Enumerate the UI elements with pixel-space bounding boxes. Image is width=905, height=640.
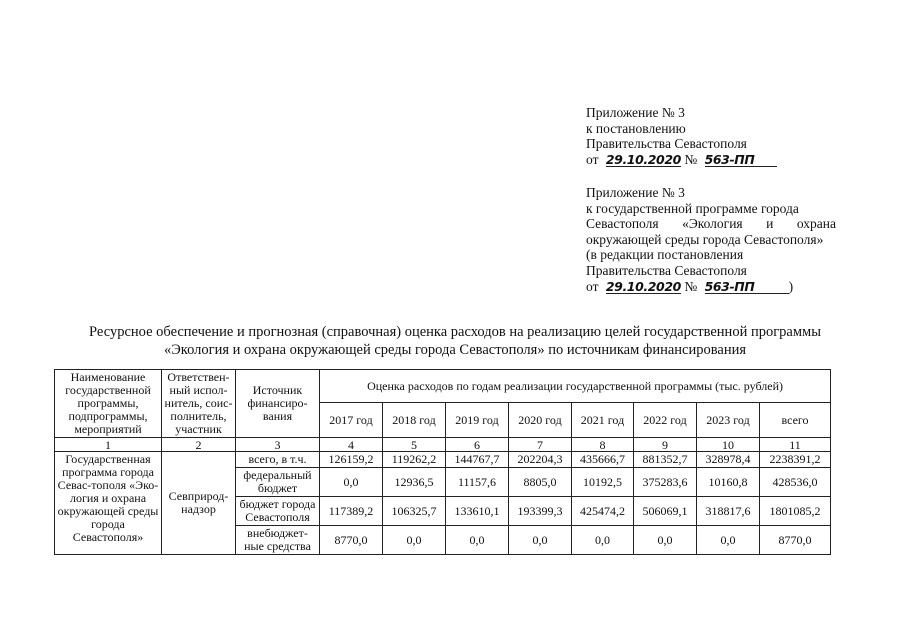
- appendix-program-title-line: [586, 216, 836, 232]
- source-cell: всего, в т.ч.: [236, 452, 320, 468]
- source-cell: федеральный бюджет: [236, 468, 320, 497]
- value-cell: 425474,2: [572, 497, 634, 526]
- value-cell: 8805,0: [509, 468, 572, 497]
- column-number: 8: [572, 438, 634, 452]
- value-cell: 0,0: [383, 526, 446, 555]
- total-cell: 1801085,2: [760, 497, 831, 526]
- number-label: №: [684, 151, 698, 167]
- number-label: №: [684, 278, 698, 294]
- budget-table: [54, 369, 831, 555]
- value-cell: 506069,1: [634, 497, 697, 526]
- header-year: 2019 год: [446, 403, 509, 438]
- column-number: 5: [383, 438, 446, 452]
- value-cell: 8770,0: [320, 526, 383, 555]
- column-number: 6: [446, 438, 509, 452]
- closing-paren: ): [788, 278, 794, 294]
- appendix-header-decree: [586, 105, 826, 167]
- header-year: 2023 год: [697, 403, 760, 438]
- handwritten-date: 29.10.2020: [605, 151, 681, 167]
- document-title: [40, 323, 870, 359]
- header-year: 2017 год: [320, 403, 383, 438]
- appendix-ref: к постановлению: [586, 120, 686, 136]
- column-number: 1: [55, 438, 162, 452]
- value-cell: 126159,2: [320, 452, 383, 468]
- total-cell: 428536,0: [760, 468, 831, 497]
- value-cell: 0,0: [697, 526, 760, 555]
- column-number: 4: [320, 438, 383, 452]
- handwritten-number: 563-ПП: [705, 280, 789, 294]
- source-cell: бюджет города Севастополя: [236, 497, 320, 526]
- executor-cell: Севприрод-надзор: [162, 452, 236, 555]
- header-year: 2021 год: [572, 403, 634, 438]
- value-cell: 119262,2: [383, 452, 446, 468]
- column-number: 7: [509, 438, 572, 452]
- appendix-program-title-end: окружающей среды города Севастополя»: [586, 231, 824, 247]
- value-cell: 0,0: [446, 526, 509, 555]
- value-cell: 10192,5: [572, 468, 634, 497]
- word: «Экология: [682, 216, 743, 232]
- value-cell: 106325,7: [383, 497, 446, 526]
- column-number: 10: [697, 438, 760, 452]
- column-number: 3: [236, 438, 320, 452]
- header-source: Источник финансиро-вания: [236, 370, 320, 438]
- value-cell: 0,0: [509, 526, 572, 555]
- header-year: 2018 год: [383, 403, 446, 438]
- header-row: [55, 370, 831, 403]
- title-line-1: Ресурсное обеспечение и прогнозная (справочная) оценка расходов на реализацию целей государственной программы: [89, 324, 821, 340]
- header-year: 2022 год: [634, 403, 697, 438]
- value-cell: 0,0: [572, 526, 634, 555]
- column-numbers-row: [55, 438, 831, 452]
- appendix-date-line: [586, 152, 826, 168]
- appendix-number: Приложение № 3: [586, 185, 685, 200]
- from-label: от: [586, 151, 599, 167]
- value-cell: 881352,7: [634, 452, 697, 468]
- header-name: Наименование государственной программы, подпрограммы, мероприятий: [55, 370, 162, 438]
- appendix-edition: (в редакции постановления: [586, 247, 744, 263]
- column-number: 2: [162, 438, 236, 452]
- column-number: 11: [760, 438, 831, 452]
- word: и: [766, 216, 774, 232]
- value-cell: 0,0: [320, 468, 383, 497]
- from-label: от: [586, 278, 599, 294]
- header-total: всего: [760, 403, 831, 438]
- appendix-issuer: Правительства Севастополя: [586, 136, 747, 152]
- source-cell: внебюджет-ные средства: [236, 526, 320, 555]
- value-cell: 318817,6: [697, 497, 760, 526]
- handwritten-number: 563-ПП: [705, 153, 777, 167]
- program-name-cell: Государственная программа города Севас-тополя «Эко-логия и охрана окружающей среды города Севастополя»: [55, 452, 162, 555]
- handwritten-date: 29.10.2020: [605, 278, 681, 294]
- title-line-2: «Экология и охрана окружающей среды города Севастополя» по источникам финансирования: [163, 342, 747, 358]
- word: Севастополя: [586, 216, 659, 232]
- appendix-ref: к государственной программе города: [586, 200, 799, 216]
- value-cell: 202204,3: [509, 452, 572, 468]
- appendix-header-program: [586, 185, 836, 294]
- header-estimate: Оценка расходов по годам реализации государственной программы (тыс. рублей): [320, 370, 831, 403]
- value-cell: 11157,6: [446, 468, 509, 497]
- total-cell: 2238391,2: [760, 452, 831, 468]
- value-cell: 0,0: [634, 526, 697, 555]
- value-cell: 193399,3: [509, 497, 572, 526]
- value-cell: 133610,1: [446, 497, 509, 526]
- word: охрана: [796, 216, 836, 232]
- header-executor: Ответствен-ный испол-нитель, соис-полнитель, участник: [162, 370, 236, 438]
- appendix-issuer: Правительства Севастополя: [586, 262, 747, 278]
- value-cell: 12936,5: [383, 468, 446, 497]
- appendix-date-line: [586, 279, 836, 295]
- column-number: 9: [634, 438, 697, 452]
- table-row: [55, 452, 831, 468]
- total-cell: 8770,0: [760, 526, 831, 555]
- value-cell: 328978,4: [697, 452, 760, 468]
- header-year: 2020 год: [509, 403, 572, 438]
- value-cell: 375283,6: [634, 468, 697, 497]
- appendix-number: Приложение № 3: [586, 105, 685, 120]
- value-cell: 144767,7: [446, 452, 509, 468]
- value-cell: 10160,8: [697, 468, 760, 497]
- value-cell: 435666,7: [572, 452, 634, 468]
- value-cell: 117389,2: [320, 497, 383, 526]
